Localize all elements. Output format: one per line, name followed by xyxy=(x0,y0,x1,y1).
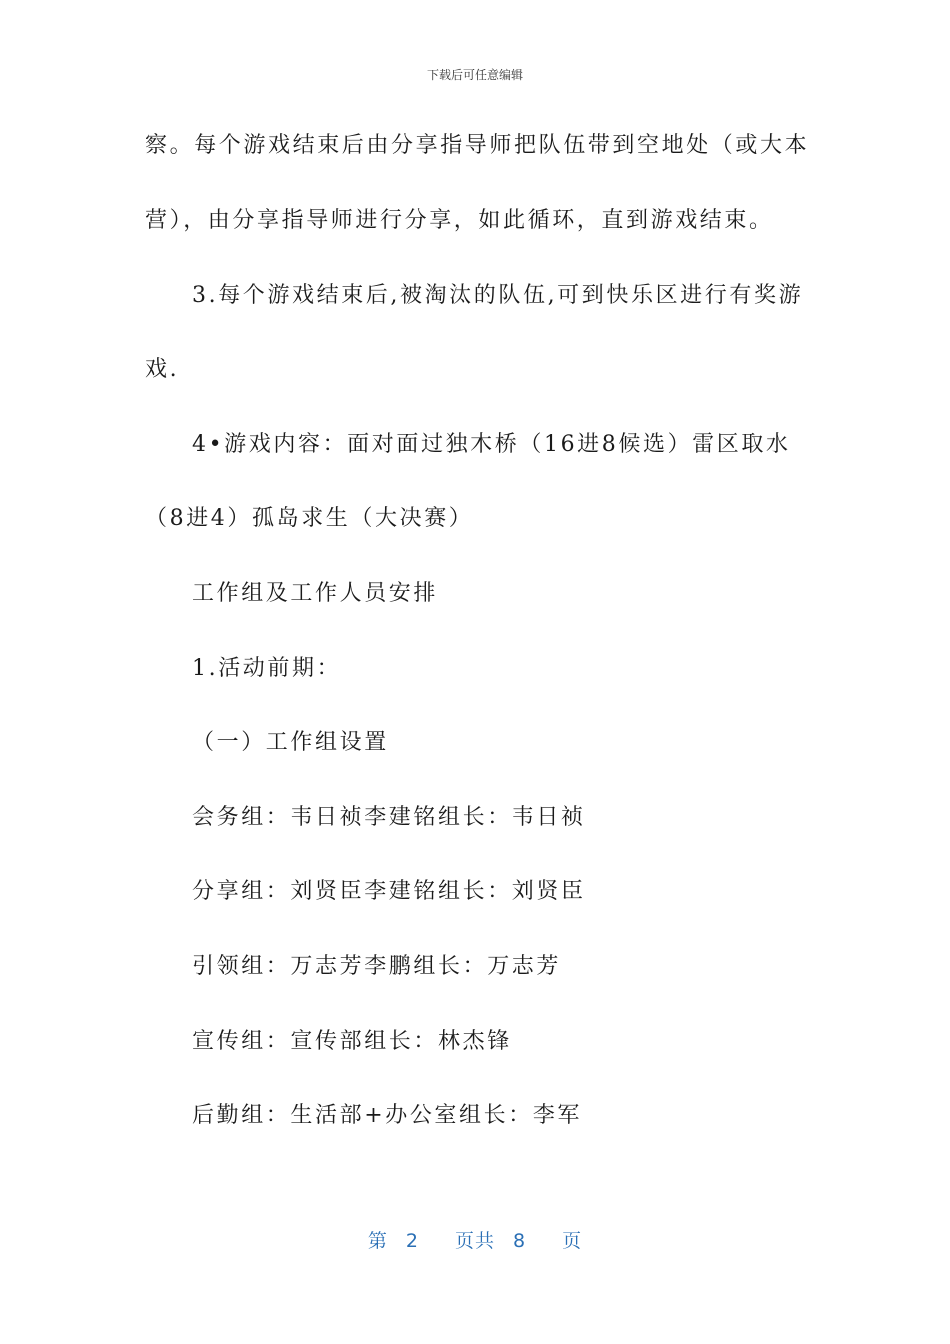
group-line-yinling: 引领组：万志芳李鹏组长：万志芳 xyxy=(192,954,562,979)
section-heading: 工作组及工作人员安排 xyxy=(192,581,439,606)
footer-current-page: 2 xyxy=(405,1230,419,1252)
subsection-heading: （一）工作组设置 xyxy=(192,730,389,755)
group-line-huiwu: 会务组：韦日祯李建铭组长：韦日祯 xyxy=(192,805,586,830)
footer-prefix: 第 xyxy=(367,1230,388,1252)
page-header: 下载后可任意编辑 xyxy=(426,68,523,82)
footer-mid: 页共 xyxy=(454,1230,495,1252)
group-line-houqin: 后勤组：生活部+办公室组长：李军 xyxy=(192,1103,583,1128)
paragraph-line: 察。每个游戏结束后由分享指导师把队伍带到空地处（或大本 xyxy=(145,133,810,158)
page-footer xyxy=(0,1226,950,1253)
paragraph-line: 戏. xyxy=(145,357,180,382)
footer-total-pages: 8 xyxy=(513,1230,527,1252)
paragraph-line: （8进4）孤岛求生（大决赛） xyxy=(145,506,474,531)
paragraph-line: 4•游戏内容：面对面过独木桥（16进8候选）雷区取水 xyxy=(192,432,791,457)
group-line-fenxiang: 分享组：刘贤臣李建铭组长：刘贤臣 xyxy=(192,879,586,904)
subsection-heading: 1.活动前期： xyxy=(192,656,342,681)
footer-suffix: 页 xyxy=(562,1230,583,1252)
paragraph-line: 3.每个游戏结束后,被淘汰的队伍,可到快乐区进行有奖游 xyxy=(192,283,804,308)
paragraph-line: 营），由分享指导师进行分享，如此循环，直到游戏结束。 xyxy=(145,208,774,233)
group-line-xuanchuan: 宣传组：宣传部组长：林杰锋 xyxy=(192,1029,512,1054)
